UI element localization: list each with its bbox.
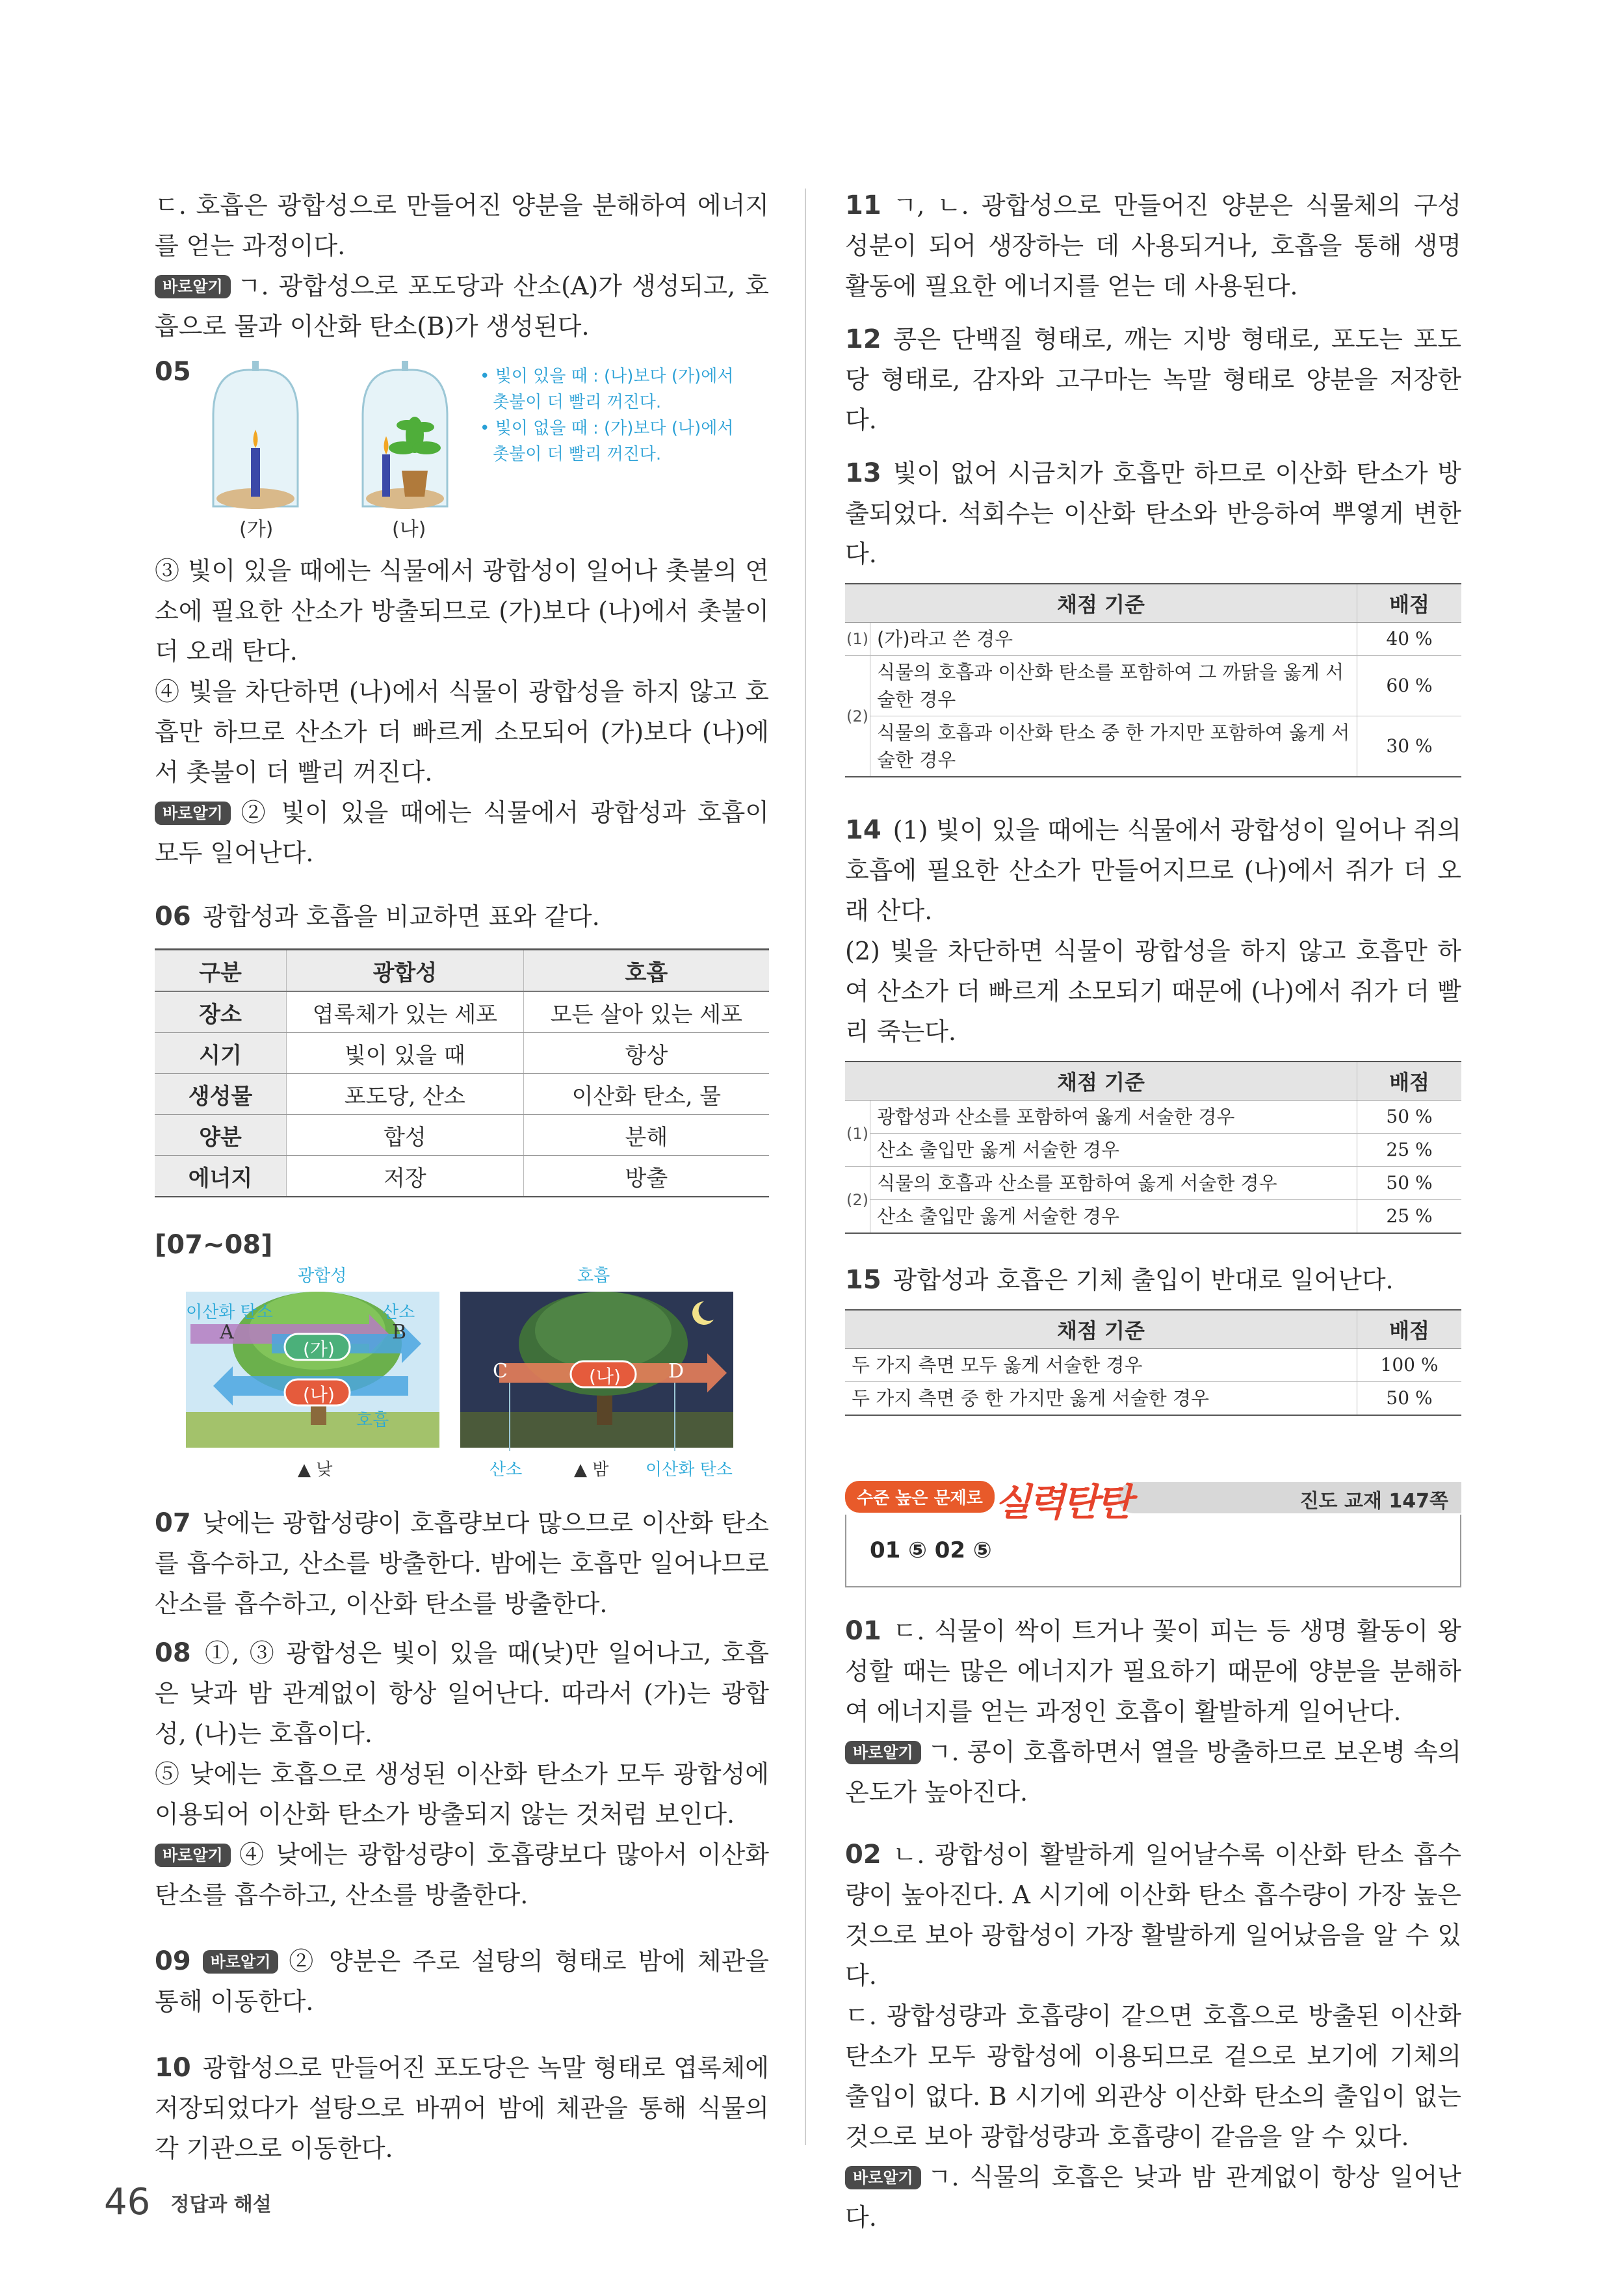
question-13: 13 빛이 없어 시금치가 호흡만 하므로 이산화 탄소가 방출되었다. 석회수는 이산화 탄소와 반응하여 뿌옇게 변한다. 채점 기준 배점 (1) (가)라고 쓴 경우 40 % (2) 식물의 호흡과 이산화 탄소를 포함하여 그 까닭을 옳게 서술한 경우 60 % 식물의 호흡과 이산화 탄소 중 한 가지만 포함하여 옳게 서술한 경우 30 %	[845, 453, 1461, 777]
scoring-table: 채점 기준 배점 두 가지 측면 모두 옳게 서술한 경우 100 % 두 가지 측면 중 한 가지만 옳게 서술한 경우 50 %	[845, 1309, 1461, 1416]
table-row: 시기 빛이 있을 때 항상	[155, 1033, 769, 1074]
table-row: 산소 출입만 옳게 서술한 경우 25 %	[845, 1200, 1461, 1234]
section-brand: 실력탄탄	[995, 1480, 1130, 1524]
table-row: 에너지 저장 방출	[155, 1156, 769, 1197]
answer-text: ④ 빛을 차단하면 (나)에서 식물이 광합성을 하지 않고 호흡만 하므로 산소가 더 빠르게 소모되어 (가)보다 (나)에서 촛불이 더 빨리 꺼진다.	[155, 677, 769, 787]
question-06: 06 광합성과 호흡을 비교하면 표와 같다. 구분 광합성 호흡 장소 엽록체가 있는 세포 모든 살아 있는 세포 시기 빛이 있을 때 항상 생성물 포도당, 산소 이산화 탄소, 물 양분 합성 분해 에너지 저장 방출	[155, 896, 769, 1197]
comparison-table	[155, 948, 769, 1197]
question-15: 15 광합성과 호흡은 기체 출입이 반대로 일어난다. 채점 기준 배점 두 가지 측면 모두 옳게 서술한 경우 100 % 두 가지 측면 중 한 가지만 옳게 서술한 경우 50 %	[845, 1260, 1461, 1416]
table-row: (1) 광합성과 산소를 포함하여 옳게 서술한 경우 50 %	[845, 1101, 1461, 1134]
footer-label: 정답과 해설	[170, 2193, 272, 2216]
answer-text: ㄷ. 호흡은 광합성으로 만들어진 양분을 분해하여 에너지를 얻는 과정이다.	[155, 191, 769, 260]
textbook-ref: 진도 교재 147쪽	[1299, 1490, 1448, 1513]
correction-paragraph: 바로알기 ㄱ. 광합성으로 포도당과 산소(A)가 생성되고, 호흡으로 물과 이산화 탄소(B)가 생성된다.	[155, 272, 769, 341]
correction-paragraph: 바로알기 ㄱ. 식물의 호흡은 낮과 밤 관계없이 항상 일어난다.	[845, 2163, 1461, 2232]
label-na: (나)	[392, 518, 426, 541]
figure-note: • 빛이 있을 때 : (나)보다 (가)에서 촛불이 더 빨리 꺼진다. • 빛이 없을 때 : (가)보다 (나)에서 촛불이 더 빨리 꺼진다.	[480, 367, 734, 464]
table-row: (1) (가)라고 쓴 경우 40 %	[845, 623, 1461, 656]
practice-section	[845, 1476, 1461, 2237]
table-row: 두 가지 측면 중 한 가지만 옳게 서술한 경우 50 %	[845, 1382, 1461, 1416]
question-14: 14 (1) 빛이 있을 때에는 식물에서 광합성이 일어나 쥐의 호흡에 필요한 산소가 만들어지므로 (나)에서 쥐가 더 오래 산다. (2) 빛을 차단하면 식물이 광합성을 하지 않고 호흡만 하여 산소가 더 빠르게 소모되기 때문에 (나)에서 쥐가 더 빨리 죽는다. 채점 기준 배점 (1) 광합성과 산소를 포함하여 옳게 서술한 경우 50 % 산소 출입만 옳게 서술한 경우 25 % (2) 식물의 호흡과 산소를 포함하여 옳게 서술한 경우 50 % 산소 출입만 옳게 서술한 경우 25 %	[845, 810, 1461, 1234]
correction-paragraph: 바로알기 ㄱ. 콩이 호흡하면서 열을 방출하므로 보온병 속의 온도가 높아진다.	[845, 1738, 1461, 1807]
table-row: 장소 엽록체가 있는 세포 모든 살아 있는 세포	[155, 991, 769, 1033]
table-header: 구분 광합성 호흡	[155, 950, 769, 992]
question-07-08-figure: [07~08] 광합성 호흡 이산화 탄소 산소 A B (가) (나) 호흡 C D (나) ▲ 낮 산소 ▲ 밤 이산화 탄소	[155, 1236, 769, 1483]
practice-header	[845, 1476, 1461, 1524]
bell-jar-figure	[155, 357, 769, 539]
correction-paragraph: 바로알기 ④ 낮에는 광합성량이 호흡량보다 많아서 이산화 탄소를 흡수하고, 산소를 방출한다.	[155, 1840, 769, 1909]
right-column	[845, 185, 1461, 2232]
correction-tag: 바로알기	[155, 275, 231, 298]
question-07: 07 낮에는 광합성량이 호흡량보다 많으므로 이산화 탄소를 흡수하고, 산소를 방출한다. 밤에는 호흡만 일어나므로 산소를 흡수하고, 이산화 탄소를 방출한다.	[155, 1508, 769, 1618]
question-number: 05	[155, 357, 191, 387]
correction-paragraph: 바로알기 ② 빛이 있을 때에는 식물에서 광합성과 호흡이 모두 일어난다.	[155, 798, 769, 867]
answer-text: ③ 빛이 있을 때에는 식물에서 광합성이 일어나 촛불의 연소에 필요한 산소가 방출되므로 (가)보다 (나)에서 촛불이 더 오래 탄다.	[155, 556, 769, 666]
table-row: 생성물 포도당, 산소 이산화 탄소, 물	[155, 1074, 769, 1115]
question-number: [07~08]	[155, 1230, 273, 1260]
question-05	[155, 357, 769, 873]
left-column	[155, 185, 769, 2169]
column-divider	[805, 189, 806, 2145]
question-09: 09 바로알기 ② 양분은 주로 설탕의 형태로 밤에 체관을 통해 이동한다.	[155, 1946, 769, 2016]
question-12: 12 콩은 단백질 형태로, 깨는 지방 형태로, 포도는 포도당 형태로, 감자와 고구마는 녹말 형태로 양분을 저장한다.	[845, 324, 1461, 434]
table-row: (2) 식물의 호흡과 이산화 탄소를 포함하여 그 까닭을 옳게 서술한 경우 60 %	[845, 656, 1461, 716]
bell-jar-illustration	[200, 357, 486, 519]
table-row: 산소 출입만 옳게 서술한 경우 25 %	[845, 1134, 1461, 1167]
scoring-table: 채점 기준 배점 (1) (가)라고 쓴 경우 40 % (2) 식물의 호흡과 이산화 탄소를 포함하여 그 까닭을 옳게 서술한 경우 60 % 식물의 호흡과 이산화 탄소 중 한 가지만 포함하여 옳게 서술한 경우 30 %	[845, 583, 1461, 777]
table-row: (2) 식물의 호흡과 산소를 포함하여 옳게 서술한 경우 50 %	[845, 1167, 1461, 1200]
table-row: 양분 합성 분해	[155, 1115, 769, 1156]
table-row: 식물의 호흡과 이산화 탄소 중 한 가지만 포함하여 옳게 서술한 경우 30 %	[845, 716, 1461, 777]
label-ga: (가)	[239, 518, 274, 541]
question-b02: 02 ㄴ. 광합성이 활발하게 일어날수록 이산화 탄소 흡수량이 높아진다. A 시기에 이산화 탄소 흡수량이 가장 높은 것으로 보아 광합성이 가장 활발하게 일어났음을 알 수 있다. ㄷ. 광합성량과 호흡량이 같으면 호흡으로 방출된 이산화 탄소가 모두 광합성에 이용되므로 겉으로 보기에 기체의 출입이 없다. B 시기에 외관상 이산화 탄소의 출입이 없는 것으로 보아 광합성량과 호흡량이 같음을 알 수 있다. 바로알기 ㄱ. 식물의 호흡은 낮과 밤 관계없이 항상 일어난다.	[845, 1834, 1461, 2237]
page-footer	[104, 2181, 272, 2223]
answer-box: 01 ⑤ 02 ⑤	[845, 1515, 1461, 1587]
question-11: 11 ㄱ, ㄴ. 광합성으로 만들어진 양분은 식물체의 구성 성분이 되어 생장하는 데 사용되거나, 호흡을 통해 생명 활동에 필요한 에너지를 얻는 데 사용된다.	[845, 190, 1461, 300]
table-row: 두 가지 측면 모두 옳게 서술한 경우 100 %	[845, 1349, 1461, 1382]
question-10: 10 광합성으로 만들어진 포도당은 녹말 형태로 엽록체에 저장되었다가 설탕으로 바뀌어 밤에 체관을 통해 식물의 각 기관으로 이동한다.	[155, 2053, 769, 2163]
question-b01: 01 ㄷ. 식물이 싹이 트거나 꽃이 피는 등 생명 활동이 왕성할 때는 많은 에너지가 필요하기 때문에 양분을 분해하여 에너지를 얻는 과정인 호흡이 활발하게 일어난다. 바로알기 ㄱ. 콩이 호흡하면서 열을 방출하므로 보온병 속의 온도가 높아진다.	[845, 1611, 1461, 1812]
level-chip: 수준 높은 문제로	[845, 1481, 995, 1513]
question-08: 08 ①, ③ 광합성은 빛이 있을 때(낮)만 일어나고, 호흡은 낮과 밤 관계없이 항상 일어난다. 따라서 (가)는 광합성, (나)는 호흡이다. ⑤ 낮에는 호흡으로 생성된 이산화 탄소가 모두 광합성에 이용되어 이산화 탄소가 방출되지 않는 것처럼 보인다. 바로알기 ④ 낮에는 광합성량이 호흡량보다 많아서 이산화 탄소를 흡수하고, 산소를 방출한다.	[155, 1633, 769, 1915]
page-number: 46	[104, 2181, 151, 2223]
scoring-table: 채점 기준 배점 (1) 광합성과 산소를 포함하여 옳게 서술한 경우 50 % 산소 출입만 옳게 서술한 경우 25 % (2) 식물의 호흡과 산소를 포함하여 옳게 서술한 경우 50 % 산소 출입만 옳게 서술한 경우 25 %	[845, 1061, 1461, 1234]
